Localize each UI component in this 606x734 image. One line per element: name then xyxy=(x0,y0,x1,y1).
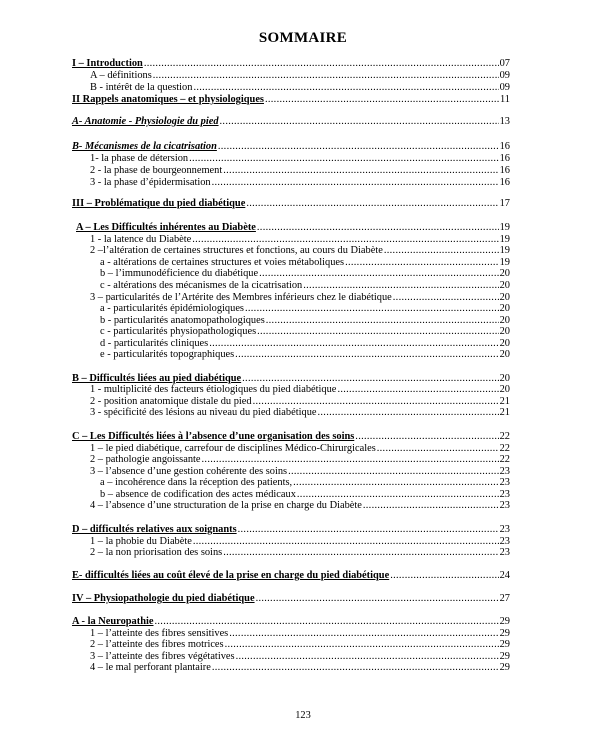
toc-entry-title: e - particularités topographiques xyxy=(100,349,235,360)
toc-entry xyxy=(90,500,510,512)
dot-leader xyxy=(225,639,499,651)
toc-entry-title: IV – Physiopathologie du pied diabétique xyxy=(72,593,255,604)
toc-entry xyxy=(90,165,510,177)
toc-entry-title: 1 - multiplicité des facteurs étiologiques du pied diabétique xyxy=(90,384,337,395)
toc-entry-title: 4 – le mal perforant plantaire xyxy=(90,662,211,673)
toc-entry-title: 1 - la latence du Diabète xyxy=(90,234,192,245)
toc-entry-page: 20 xyxy=(499,268,510,279)
dot-leader xyxy=(337,384,498,396)
toc-entry-page: 21 xyxy=(499,407,510,418)
dot-leader xyxy=(155,616,499,628)
toc-entry-title: 3 – l’absence d’une gestion cohérente des soins xyxy=(90,466,288,477)
dot-leader xyxy=(144,58,499,70)
toc-entry xyxy=(76,222,510,234)
toc-entry-page: 20 xyxy=(499,292,510,303)
page-title: SOMMAIRE xyxy=(258,30,348,46)
toc-entry-title: b – l’immunodéficience du diabétique xyxy=(100,268,259,279)
toc-entry-title: I – Introduction xyxy=(72,58,143,69)
toc-entry-title: 3 – particularités de l’Artérite des Membres inférieurs chez le diabétique xyxy=(90,292,392,303)
toc-entry xyxy=(72,593,510,605)
dot-leader xyxy=(218,141,499,153)
toc-entry-page: 20 xyxy=(499,338,510,349)
toc-entry-title: 2 –l’altération de certaines structures et fonctions, au cours du Diabète xyxy=(90,245,383,256)
toc-entry-title: 1 – l’atteinte des fibres sensitives xyxy=(90,628,229,639)
toc-entry-page: 20 xyxy=(499,315,510,326)
dot-leader xyxy=(390,570,498,582)
dot-leader xyxy=(257,326,499,338)
dot-leader xyxy=(259,268,498,280)
toc-entry-title: b – absence de codification des actes médicaux xyxy=(100,489,296,500)
dot-leader xyxy=(257,222,499,234)
toc-entry xyxy=(100,303,510,315)
toc-entry xyxy=(72,616,510,628)
toc-entry-title: 2 – l’atteinte des fibres motrices xyxy=(90,639,224,650)
dot-leader xyxy=(223,547,498,559)
toc-entry-page: 21 xyxy=(499,396,510,407)
toc-entry-page: 23 xyxy=(499,547,510,558)
toc-entry-title: A - la Neuropathie xyxy=(72,616,154,627)
toc-entry xyxy=(90,70,510,82)
toc-entry-page: 20 xyxy=(499,280,510,291)
toc-entry-page: 23 xyxy=(499,489,510,500)
toc-entry-title: A – définitions xyxy=(90,70,152,81)
toc-entry-title: B- Mécanismes de la cicatrisation xyxy=(72,141,217,152)
toc-entry-page: 29 xyxy=(499,662,510,673)
toc-entry-page: 20 xyxy=(499,303,510,314)
toc-entry-page: 19 xyxy=(499,234,510,245)
toc-entry-title: A – Les Difficultés inhérentes au Diabète xyxy=(76,222,256,233)
toc-entry xyxy=(90,639,510,651)
toc-entry xyxy=(90,82,510,94)
toc-entry xyxy=(72,570,510,582)
toc-entry xyxy=(72,431,510,443)
toc-entry-title: 3 - spécificité des lésions au niveau du pied diabétique xyxy=(90,407,317,418)
toc-entry-title: B - intérêt de la question xyxy=(90,82,193,93)
toc-entry-title: c - altérations des mécanismes de la cicatrisation xyxy=(100,280,303,291)
dot-leader xyxy=(293,477,498,489)
toc-entry xyxy=(72,116,510,128)
toc-entry-page: 07 xyxy=(499,58,510,69)
toc-entry-page: 22 xyxy=(499,431,510,442)
toc-entry-title: II Rappels anatomiques – et physiologiques xyxy=(72,94,264,105)
toc-entry-page: 09 xyxy=(499,70,510,81)
dot-leader xyxy=(235,349,498,361)
toc-entry xyxy=(90,662,510,674)
toc-entry xyxy=(100,326,510,338)
toc-entry xyxy=(72,198,510,210)
toc-entry-title: 1 – la phobie du Diabète xyxy=(90,536,192,547)
toc-entry-title: 3 – l’atteinte des fibres végétatives xyxy=(90,651,235,662)
toc-entry-page: 16 xyxy=(499,165,510,176)
toc-entry-page: 20 xyxy=(499,384,510,395)
toc-entry-page: 19 xyxy=(499,222,510,233)
dot-leader xyxy=(363,500,499,512)
toc-entry xyxy=(90,547,510,559)
toc-entry-page: 29 xyxy=(499,616,510,627)
toc-entry-title: c - particularités physiopathologiques xyxy=(100,326,257,337)
toc-entry xyxy=(100,349,510,361)
toc-entry-title: a - altérations de certaines structures et voies métaboliques xyxy=(100,257,345,268)
toc-entry-title: 2 - position anatomique distale du pied xyxy=(90,396,252,407)
dot-leader xyxy=(245,303,499,315)
dot-leader xyxy=(238,524,499,536)
toc-entry-page: 19 xyxy=(499,245,510,256)
toc-entry-title: a - particularités épidémiologiques xyxy=(100,303,244,314)
toc-entry xyxy=(72,58,510,70)
toc-entry-title: E- difficultés liées au coût élevé de la prise en charge du pied diabétique xyxy=(72,570,390,581)
toc-entry-page: 22 xyxy=(499,454,510,465)
toc-entry-title: III – Problématique du pied diabétique xyxy=(72,198,246,209)
toc-entry-title: a – incohérence dans la réception des patients, xyxy=(100,477,293,488)
toc-entry-page: 17 xyxy=(499,198,510,209)
dot-leader xyxy=(212,662,499,674)
toc-entry xyxy=(90,177,510,189)
dot-leader xyxy=(212,177,499,189)
toc-entry-page: 24 xyxy=(499,570,510,581)
dot-leader xyxy=(246,198,498,210)
dot-leader xyxy=(384,245,499,257)
toc-entry-page: 20 xyxy=(499,373,510,384)
toc-entry-page: 16 xyxy=(499,141,510,152)
toc-entry-title: 2 - la phase de bourgeonnement xyxy=(90,165,223,176)
dot-leader xyxy=(303,280,498,292)
toc-entry-title: 3 - la phase d’épidermisation xyxy=(90,177,211,188)
toc-entry-page: 20 xyxy=(499,326,510,337)
toc-entry-page: 23 xyxy=(499,524,510,535)
toc-entry-page: 23 xyxy=(499,477,510,488)
toc-entry-title: C – Les Difficultés liées à l’absence d’une organisation des soins xyxy=(72,431,355,442)
toc-entry xyxy=(90,245,510,257)
toc-entry-title: b - particularités anatomopathologiques xyxy=(100,315,265,326)
dot-leader xyxy=(153,70,499,82)
toc-entry-page: 29 xyxy=(499,639,510,650)
toc-entry xyxy=(90,454,510,466)
toc-entry-title: d - particularités cliniques xyxy=(100,338,209,349)
toc-entry-page: 09 xyxy=(499,82,510,93)
toc-entry xyxy=(90,153,510,165)
toc-entry-page: 13 xyxy=(499,116,510,127)
toc-entry-page: 29 xyxy=(499,628,510,639)
toc-entry-title: 1 – le pied diabétique, carrefour de disciplines Médico-Chirurgicales xyxy=(90,443,376,454)
toc-entry-page: 16 xyxy=(499,177,510,188)
dot-leader xyxy=(193,82,498,94)
dot-leader xyxy=(355,431,498,443)
toc-entry-title: B – Difficultés liées au pied diabétique xyxy=(72,373,242,384)
toc-entry-page: 22 xyxy=(499,443,510,454)
toc-entry-page: 27 xyxy=(499,593,510,604)
toc-entry-title: 2 – pathologie angoissante xyxy=(90,454,201,465)
dot-leader xyxy=(189,153,499,165)
toc-entry xyxy=(100,268,510,280)
toc-entry-title: 2 – la non priorisation des soins xyxy=(90,547,223,558)
toc-entry-page: 23 xyxy=(499,466,510,477)
toc-entry-page: 23 xyxy=(499,536,510,547)
toc-entry xyxy=(90,407,510,419)
dot-leader xyxy=(318,407,499,419)
dot-leader xyxy=(223,165,498,177)
toc-entry xyxy=(100,477,510,489)
toc-entry-title: 4 – l’absence d’une structuration de la prise en charge du Diabète xyxy=(90,500,362,511)
page-number: 123 xyxy=(295,710,311,721)
toc-entry xyxy=(72,94,510,106)
toc-entry xyxy=(90,384,510,396)
dot-leader xyxy=(256,593,499,605)
toc-entry-page: 19 xyxy=(499,257,510,268)
dot-leader xyxy=(202,454,499,466)
toc-entry-title: D – difficultés relatives aux soignants xyxy=(72,524,237,535)
dot-leader xyxy=(220,116,499,128)
toc-entry-title: A- Anatomie - Physiologie du pied xyxy=(72,116,219,127)
toc-entry xyxy=(72,524,510,536)
toc-entry-page: 11 xyxy=(499,94,510,105)
toc-entry-page: 20 xyxy=(499,349,510,360)
toc-entry xyxy=(100,280,510,292)
toc-entry-page: 23 xyxy=(499,500,510,511)
toc-entry-page: 16 xyxy=(499,153,510,164)
toc-entry-title: 1- la phase de détersion xyxy=(90,153,189,164)
toc-entry xyxy=(72,141,510,153)
toc-entry-page: 29 xyxy=(499,651,510,662)
dot-leader xyxy=(265,94,499,106)
